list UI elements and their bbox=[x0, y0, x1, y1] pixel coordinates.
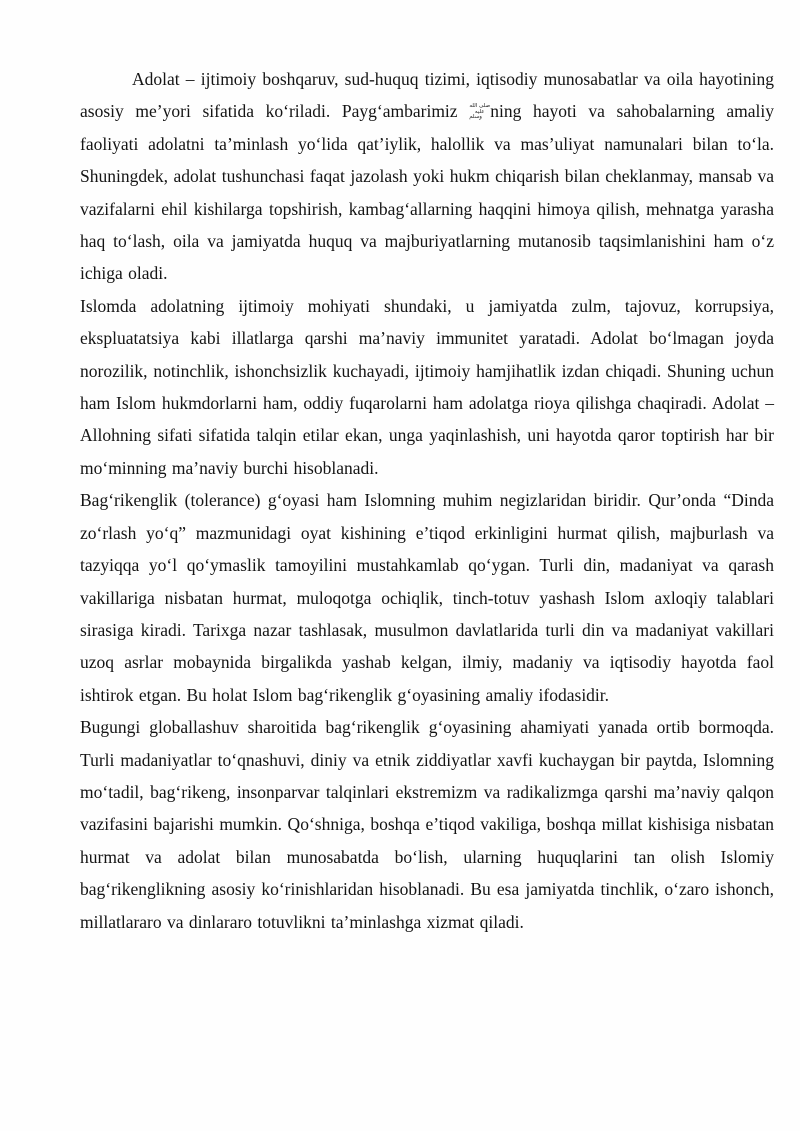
text-body bbox=[80, 63, 774, 938]
paragraph-justice-intro bbox=[80, 63, 774, 290]
paragraph-text: Adolat – ijtimoiy boshqaruv, sud-huquq tizimi, iqtisodiy munosabatlar va oila hayotining asosiy me’yori sifatida koʻriladi. Paygʻambarimiz bbox=[80, 69, 774, 122]
paragraph-tolerance-today: Bugungi globallashuv sharoitida bagʻrikenglik gʻoyasining ahamiyati yanada ortib bormoqda. Turli madaniyatlar toʻqnashuvi, diniy va etnik ziddiyatlar xavfi kuchaygan bir paytda, Islomning moʻtadil, bagʻrikeng, insonparvar talqinlari ekstremizm va radikalizmga qarshi ma’naviy qalqon vazifasini bajarishi mumkin. Qoʻshniga, boshqa e’tiqod vakiliga, boshqa millat kishisiga nisbatan hurmat va adolat bilan munosabatda boʻlish, ularning huquqlarini tan olish Islomiy bagʻrikenglikning asosiy koʻrinishlaridan hisoblanadi. Bu esa jamiyatda tinchlik, oʻzaro ishonch, millatlararo va dinlararo totuvlikni ta’minlashga xizmat qiladi. bbox=[80, 717, 774, 932]
paragraph-tolerance: Bagʻrikenglik (tolerance) gʻoyasi ham Islomning muhim negizlaridan biridir. Qur’onda “Dinda zoʻrlash yoʻq” mazmunidagi oyat kishining e’tiqod erkinligini hurmat qilish, majburlash va tazyiqqa yoʻl qoʻymaslik tamoyilini mustahkamlab qoʻygan. Turli din, madaniyat va qarash vakillariga nisbatan hurmat, muloqotga ochiqlik, tinch-totuv yashash Islom axloqiy talablari sirasiga kiradi. Tarixga nazar tashlasak, musulmon davlatlarida turli din va madaniyat vakillari uzoq asrlar mobaynida birgalikda yashab kelgan, ilmiy, madaniy va iqtisodiy hayotda faol ishtirok etgan. Bu holat Islom bagʻrikenglik gʻoyasining amaliy ifodasidir. bbox=[80, 490, 774, 705]
pbuh-calligraphy-icon: صلى الله عليه وسلم bbox=[469, 103, 491, 121]
paragraph-justice-social: Islomda adolatning ijtimoiy mohiyati shundaki, u jamiyatda zulm, tajovuz, korrupsiya, ekspluatatsiya kabi illatlarga qarshi ma’naviy immunitet yaratadi. Adolat boʻlmagan joyda norozilik, notinchlik, ishonchsizlik kuchayadi, ijtimoiy hamjihatlik izdan chiqadi. Shuning uchun ham Islom hukmdorlarni ham, oddiy fuqarolarni ham adolatga rioya qilishga chaqiradi. Adolat – Allohning sifati sifatida talqin etilar ekan, unga yaqinlashish, uni hayotda qaror toptirish har bir moʻminning ma’naviy burchi hisoblanadi. bbox=[80, 295, 774, 478]
paragraph-text: ning hayoti va sahobalarning amaliy faoliyati adolatni ta’minlash yoʻlida qat’iylik, halollik va mas’uliyat namunalari bilan toʻla. Shuningdek, adolat tushunchasi faqat jazolash yoki hukm chiqarish bilan cheklanmay, mansab va vazifalarni ehil kishilarga topshirish, kambagʻallarning haqqini himoya qilish, mehnatga yarasha haq toʻlash, oila va jamiyatda huquq va majburiyatlarning mutanosib taqsimlanishini ham oʻz ichiga oladi. bbox=[80, 101, 774, 284]
